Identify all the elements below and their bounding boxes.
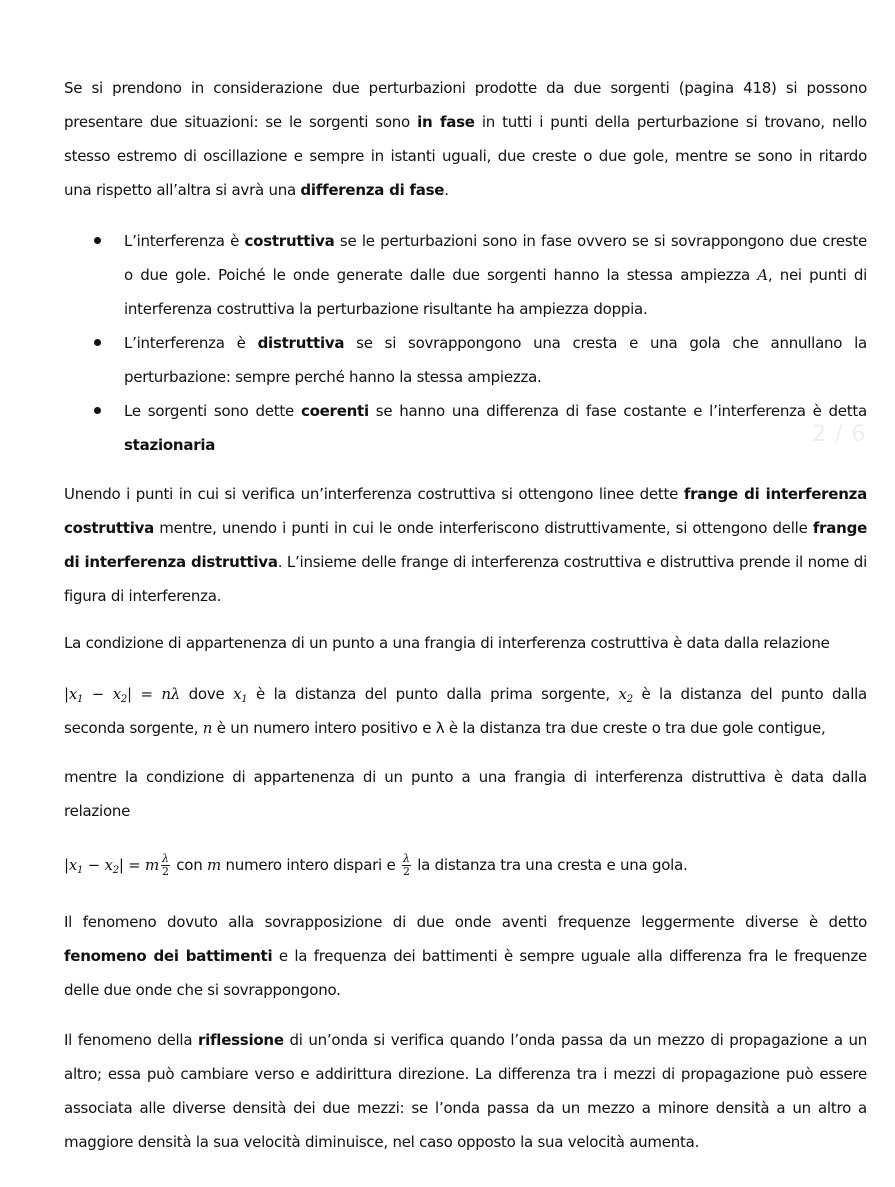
text-line: L’interferenza è costruttiva se le perturbazioni sono in fase ovvero se si sovrappongono due creste — [124, 232, 867, 250]
page-number-watermark: 2 / 6 — [812, 422, 867, 447]
text-line: maggiore densità la sua velocità diminuisce, nel caso opposto la sua velocità aumenta. — [64, 1133, 700, 1151]
text-line: costruttiva mentre, unendo i punti in cui le onde interferiscono distruttivamente, si ottengono delle frange — [64, 519, 867, 537]
text-line: di interferenza distruttiva. L’insieme delle frange di interferenza costruttiva e distruttiva prende il nome di — [64, 553, 867, 571]
paragraph-battimenti — [64, 905, 867, 1007]
paragraph-equation-distruttiva — [64, 848, 867, 882]
bold-term-in-fase: in fase — [417, 113, 475, 131]
text-line: associata alle diverse densità dei due mezzi: se l’onda passa da un mezzo a minore densità a un altro a — [64, 1099, 867, 1117]
text-line: Le sorgenti sono dette coerenti se hanno una differenza di fase costante e l’interferenza è detta — [124, 402, 867, 420]
paragraph-condizione-costruttiva — [64, 626, 867, 660]
text-line: delle due onde che si sovrappongono. — [64, 981, 341, 999]
paragraph-equation-costruttiva — [64, 677, 867, 745]
bold-term-distruttiva: distruttiva — [257, 334, 345, 352]
paragraph-condizione-distruttiva — [64, 760, 867, 828]
paragraph-riflessione — [64, 1023, 867, 1159]
text-line: figura di interferenza. — [64, 587, 222, 605]
bold-term-coerenti: coerenti — [300, 402, 369, 420]
text-line: $|x_1 - x_2| = m$ $\frac{\lambda}{2}$ con m numero intero dispari e $\frac{\lambda}{2}$ la distanza tra una cresta e una gola. — [64, 852, 688, 878]
text-line: fenomeno dei battimenti e la frequenza dei battimenti è sempre uguale alla differenza fra le frequenze — [64, 947, 867, 965]
list-item — [90, 394, 867, 462]
text-line: Il fenomeno della riflessione di un’onda si verifica quando l’onda passa da un mezzo di propagazione a un — [64, 1031, 868, 1049]
equation-distruttiva: $|x_1 - x_2| = m$ — [64, 856, 160, 876]
fraction-lambda-half: $\frac{\lambda}{2}$ — [162, 852, 169, 878]
text-line: altro; essa può cambiare verso e addirittura direzione. La differenza tra i mezzi di propagazione può essere — [64, 1065, 867, 1083]
bold-term-battimenti: fenomeno dei battimenti — [64, 947, 273, 965]
text-line: Il fenomeno dovuto alla sovrapposizione di due onde aventi frequenze leggermente diverse è detto — [64, 913, 867, 931]
text-line: La condizione di appartenenza di un punto a una frangia di interferenza costruttiva è data dalla relazione — [64, 634, 830, 652]
text-line: Unendo i punti in cui si verifica un’interferenza costruttiva si ottengono linee dette frange di interferenza — [64, 485, 867, 503]
list-item — [90, 326, 867, 394]
paragraph-frange — [64, 477, 867, 613]
text-line — [124, 428, 867, 462]
list-item — [90, 224, 867, 326]
text-line: interferenza costruttiva la perturbazione risultante ha ampiezza doppia. — [124, 300, 648, 318]
text-line: stesso estremo di oscillazione e sempre in istanti uguali, due creste o due gole, mentre se sono in ritardo — [64, 147, 867, 165]
bold-term-stazionaria: stazionaria — [124, 436, 216, 454]
bullet-icon — [94, 339, 101, 346]
text-line: una rispetto all’altra si avrà una differenza di fase. — [64, 181, 449, 199]
bullet-icon — [94, 237, 101, 244]
bold-term-frange-interferenza: frange di interferenza — [683, 485, 867, 503]
fraction-lambda-half: $\frac{\lambda}{2}$ — [402, 852, 410, 878]
text-line: relazione — [64, 802, 131, 820]
bold-term-costruttiva: costruttiva — [244, 232, 335, 250]
text-line: Se si prendono in considerazione due perturbazioni prodotte da due sorgenti (pagina 418) si possono — [64, 79, 867, 97]
bold-term-riflessione: riflessione — [197, 1031, 284, 1049]
equation-costruttiva: $|x_1 - x_2| = n\lambda$ — [64, 685, 181, 705]
bold-term-interferenza-distruttiva: di interferenza distruttiva — [64, 553, 278, 571]
text-line: presentare due situazioni: se le sorgenti sono in fase in tutti i punti della perturbazione si trovano, nello — [64, 113, 867, 131]
text-line: $|x_1 - x_2| = n\lambda$ dove $x_1$ è la distanza del punto dalla prima sorgente, $x_2$ è la distanza del punto dalla — [64, 685, 867, 705]
text-line: seconda sorgente, n è un numero intero positivo e λ è la distanza tra due creste o tra due gole contigue, — [64, 719, 826, 737]
text-line: L’interferenza è distruttiva se si sovrappongono una cresta e una gola che annullano la — [124, 334, 867, 352]
bold-term-differenza-di-fase: differenza di fase — [300, 181, 445, 199]
bullet-list — [90, 224, 867, 462]
paragraph-fase — [64, 71, 867, 207]
text-line: o due gole. Poiché le onde generate dalle due sorgenti hanno la stessa ampiezza A, nei punti di — [124, 266, 868, 284]
bullet-icon — [94, 407, 101, 414]
text-line: perturbazione: sempre perché hanno la stessa ampiezza. — [124, 368, 542, 386]
text-line: mentre la condizione di appartenenza di un punto a una frangia di interferenza distruttiva è data dalla — [64, 768, 867, 786]
